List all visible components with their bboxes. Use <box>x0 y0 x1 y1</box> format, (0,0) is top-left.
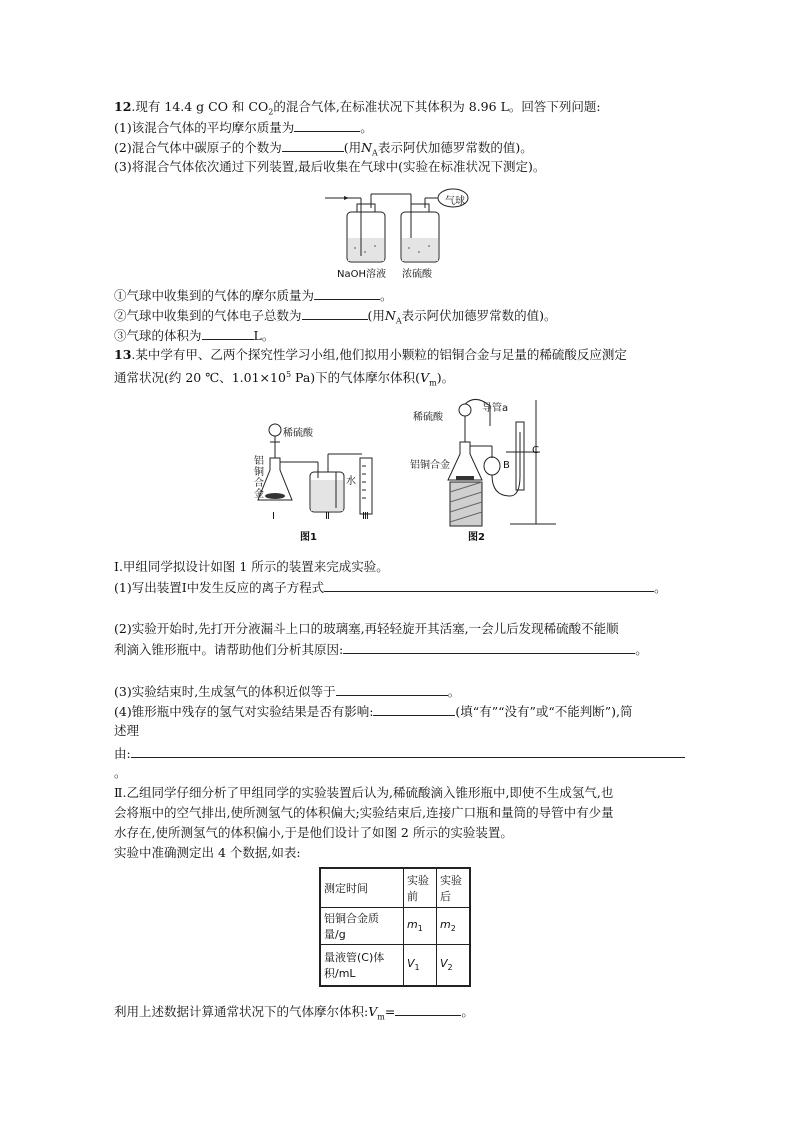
table-cell: $m_1$ <box>404 908 437 945</box>
balloon-label: 气球 <box>445 196 465 207</box>
naoh-label: NaOH溶液 <box>337 269 386 280</box>
table-row <box>320 945 470 987</box>
q13-part1-q2-line1: (2)实验开始时,先打开分液漏斗上口的玻璃塞,再轻轻旋开其活塞,一会儿后发现稀硫酸不能顺 <box>114 621 619 636</box>
q13-part1-q3: (3)实验结束时,生成氢气的体积近似等于 。 <box>114 684 461 699</box>
fig2-alloy-label: 铝铜合金 <box>410 460 450 471</box>
q12-stem: 12.现有 14.4 g CO 和 $CO_2$的混合气体,在标准状况下其体积为 8.96 L。回答下列问题: <box>114 99 601 117</box>
table-header-cell: 测定时间 <box>320 868 404 908</box>
q12-sub1: ①气球中收集到的气体的摩尔质量为 。 <box>114 288 393 303</box>
q12-part3: (3)将混合气体依次通过下列装置,最后收集在气球中(实验在标准状况下测定)。 <box>114 159 546 174</box>
q13-part2-line3: 水存在,使所测氢气的体积偏小,于是他们设计了如图 2 所示的实验装置。 <box>114 825 513 840</box>
answer-blank[interactable] <box>314 286 380 300</box>
fig1-caption: 图1 <box>300 532 317 543</box>
table-cell: $V_2$ <box>437 945 471 987</box>
q13-part2-line2: 会将瓶中的空气排出,使所测氢气的体积偏大;实验结束后,连接广口瓶和量筒的导管中有少量 <box>114 805 614 820</box>
q13-part1-q4: (4)锥形瓶中残存的氢气对实验结果是否有影响: (填“有”“没有”或“不能判断”),简 <box>114 704 633 719</box>
q13-part2-line4: 实验中准确测定出 4 个数据,如表: <box>114 845 301 860</box>
q13-part1-q4-end: 。 <box>114 765 127 780</box>
answer-blank[interactable] <box>343 640 635 654</box>
table-header-cell: 实验后 <box>437 868 471 908</box>
q13-part1-q4-line2: 述理 <box>114 723 140 738</box>
q13-part1-q4-line3: 由: <box>114 744 685 763</box>
fig2-tube-label: 导管a <box>482 403 509 414</box>
figure-2-apparatus <box>440 396 560 528</box>
fig1-acid-label: 稀硫酸 <box>283 428 313 439</box>
answer-blank[interactable] <box>302 306 368 320</box>
q13-part2-line1: Ⅱ.乙组同学仔细分析了甲组同学的实验装置后认为,稀硫酸滴入锥形瓶中,即使不生成氢气,也 <box>114 785 614 800</box>
q13-part1-intro: Ⅰ.甲组同学拟设计如图 1 所示的装置来完成实验。 <box>114 559 389 574</box>
fig1-label-i: Ⅰ <box>272 511 275 522</box>
fig1-alloy-label: 铝铜合金 <box>254 456 264 500</box>
table-cell: 量液管(C)体积/mL <box>320 945 404 987</box>
table-row <box>320 908 470 945</box>
fig2-b-label: B <box>503 460 510 471</box>
q12-sub2: ②气球中收集到的气体电子总数为 (用$N_A$表示阿伏加德罗常数的值)。 <box>114 308 557 326</box>
answer-blank[interactable] <box>131 744 685 758</box>
answer-blank[interactable] <box>282 138 344 152</box>
answer-blank[interactable] <box>336 682 448 696</box>
q13-stem-line2: 通常状况(约 20 ℃、$1.01\times 10^5$ Pa)下的气体摩尔体积$(V_m)$。 <box>114 370 455 388</box>
answer-blank[interactable] <box>202 326 254 340</box>
q13-part1-q2-line2: 利滴入锥形瓶中。请帮助他们分析其原因: 。 <box>114 642 648 657</box>
fig1-water-label: 水 <box>346 476 356 487</box>
answer-blank[interactable] <box>324 578 654 592</box>
q12-part2: (2)混合气体中碳原子的个数为 (用$N_A$表示阿伏加德罗常数的值)。 <box>114 140 533 158</box>
fig2-acid-label: 稀硫酸 <box>413 412 443 423</box>
answer-blank[interactable] <box>294 118 360 132</box>
fig2-caption: 图2 <box>468 532 485 543</box>
q13-final-question: 利用上述数据计算通常状况下的气体摩尔体积$:V_m=$ 。 <box>114 1004 474 1022</box>
q12-sub3: ③气球的体积为 L。 <box>114 328 275 343</box>
fig1-label-ii: Ⅱ <box>325 511 330 522</box>
table-cell: 铝铜合金质量/g <box>320 908 404 945</box>
table-cell: $m_2$ <box>437 908 471 945</box>
q13-stem-line1: 13.某中学有甲、乙两个探究性学习小组,他们拟用小颗粒的铝铜合金与足量的稀硫酸反应测定 <box>114 347 627 362</box>
measurement-table <box>319 867 471 987</box>
table-row <box>320 868 470 908</box>
fig2-c-label: C <box>532 445 539 456</box>
q13-part1-q1: (1)写出装置Ⅰ中发生反应的离子方程式 。 <box>114 580 667 595</box>
table-header-cell: 实验前 <box>404 868 437 908</box>
q12-part1: (1)该混合气体的平均摩尔质量为 。 <box>114 120 373 135</box>
sulfuric-acid-label: 浓硫酸 <box>402 269 432 280</box>
fig1-label-iii: Ⅲ <box>362 511 369 522</box>
answer-blank[interactable] <box>395 1002 461 1016</box>
table-cell: $V_1$ <box>404 945 437 987</box>
answer-blank[interactable] <box>373 702 455 716</box>
